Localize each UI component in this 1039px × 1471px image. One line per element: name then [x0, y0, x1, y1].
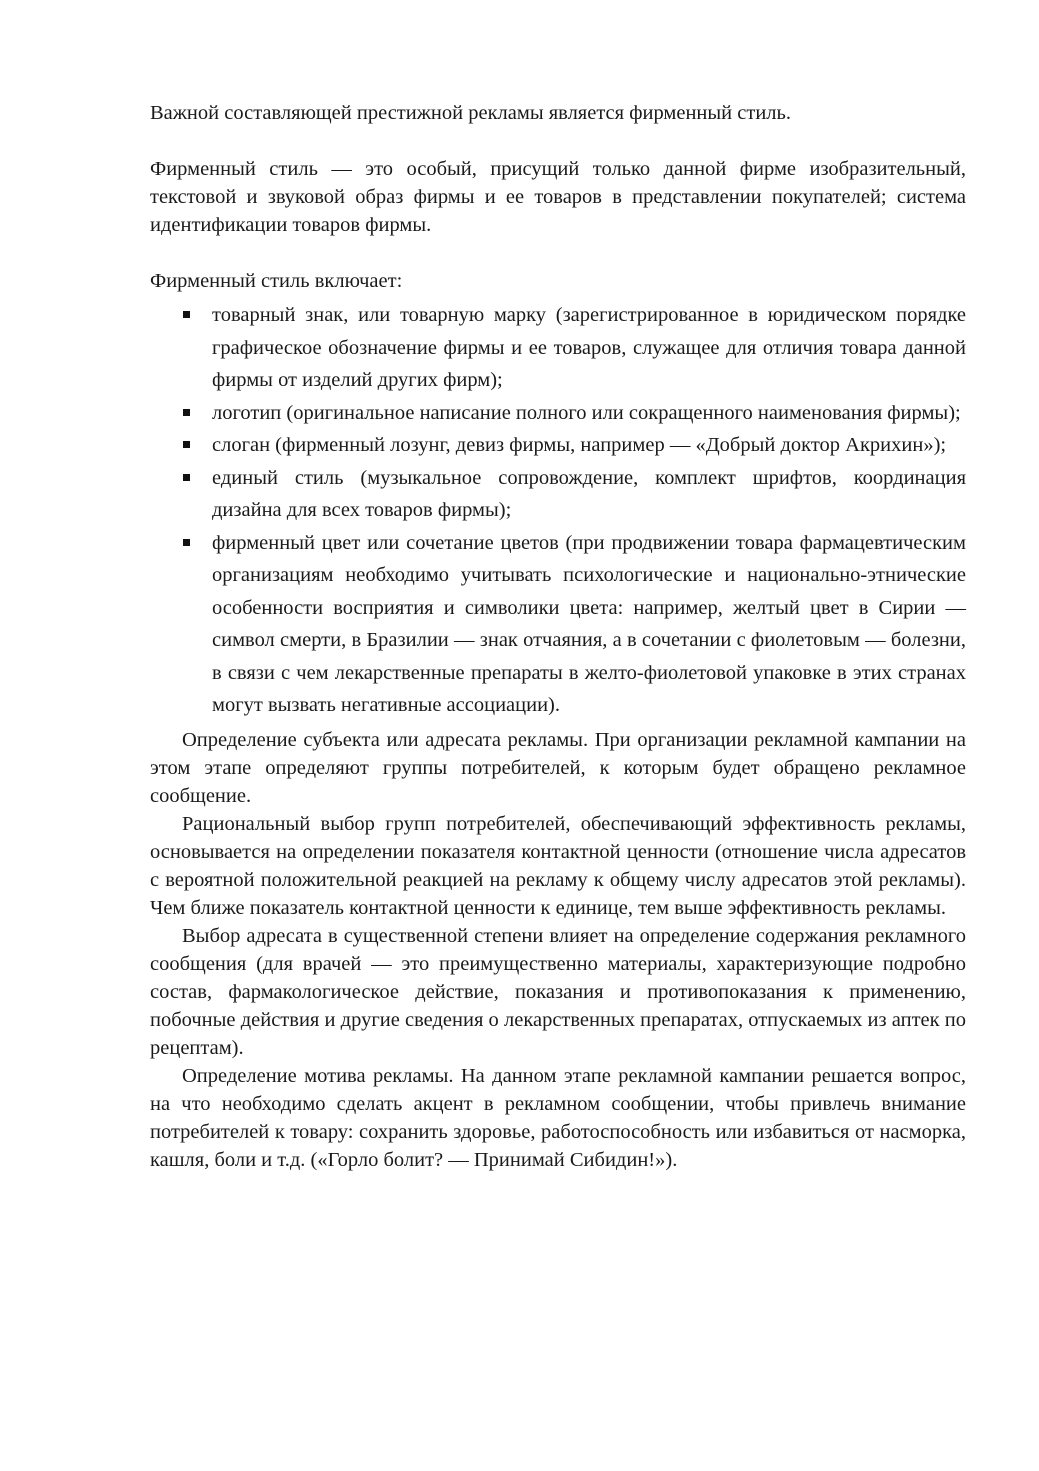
list-item-text: товарный знак, или товарную марку (зарегистрированное в юридическом порядке графическое обозначение фирмы и ее товаров, служащее для отличия товара данной фирмы от изделий других фирм); [212, 304, 966, 391]
list-item-text: фирменный цвет или сочетание цветов (при продвижении товара фармацевтическим организациям необходимо учитывать психологические и национально-этнические особенности восприятия и символики цвета: например, желтый цвет в Сирии — символ смерти, в Бразилии — знак отчаяния, а в сочетании с фиолетовым — болезни, в связи с чем лекарственные препараты в желто-фиолетовой упаковке в этих странах могут вызвать негативные ассоциации). [212, 531, 966, 716]
square-bullet-icon [183, 311, 190, 318]
list-item [212, 397, 966, 430]
intro-paragraph: Важной составляющей престижной рекламы является фирменный стиль. [150, 102, 791, 124]
list-item [212, 299, 966, 397]
square-bullet-icon [183, 441, 190, 448]
body-paragraph: Выбор адресата в существенной степени влияет на определение содержания рекламного сообщения (для врачей — это преимущественно материалы, характеризующие подробно состав, фармакологическое действие, показания и противопоказания к применению, побочные действия и другие сведения о лекарственных препаратах, отпускаемых из аптек по рецептам). [150, 924, 966, 1059]
list-item-text: единый стиль (музыкальное сопровождение, комплект шрифтов, координация дизайна для всех товаров фирмы); [212, 466, 966, 521]
square-bullet-icon [183, 409, 190, 416]
body-paragraph: Рациональный выбор групп потребителей, обеспечивающий эффективность рекламы, основывается на определении показателя контактной ценности (отношение числа адресатов с вероятной положительной реакцией на рекламу к общему числу адресатов этой рекламы). Чем ближе показатель контактной ценности к единице, тем выше эффективность рекламы. [150, 812, 966, 919]
definition-paragraph: Фирменный стиль — это особый, присущий только данной фирме изобразительный, текстовой и звуковой образ фирмы и ее товаров в представлении покупателей; система идентификации товаров фирмы. [150, 158, 966, 236]
bullet-list [150, 299, 966, 722]
spacer [150, 239, 966, 267]
list-item-text: слоган (фирменный лозунг, девиз фирмы, например — «Добрый доктор Акрихин»); [212, 434, 947, 456]
square-bullet-icon [183, 539, 190, 546]
list-item [212, 462, 966, 527]
body-paragraph: Определение мотива рекламы. На данном этапе рекламной кампании решается вопрос, на что необходимо сделать акцент в рекламном сообщении, чтобы привлечь внимание потребителей к товару: сохранить здоровье, работоспособность или избавиться от насморка, кашля, боли и т.д. («Горло болит? — Принимай Сибидин!»). [150, 1064, 966, 1171]
list-item-text: логотип (оригинальное написание полного или сокращенного наименования фирмы); [212, 401, 961, 424]
list-item [212, 429, 966, 462]
square-bullet-icon [183, 474, 190, 481]
spacer [150, 127, 966, 155]
list-item [212, 527, 966, 722]
document-page [150, 99, 966, 1174]
list-heading: Фирменный стиль включает: [150, 270, 403, 292]
body-paragraph: Определение субъекта или адресата рекламы. При организации рекламной кампании на этом этапе определяют группы потребителей, к которым будет обращено рекламное сообщение. [150, 728, 966, 807]
